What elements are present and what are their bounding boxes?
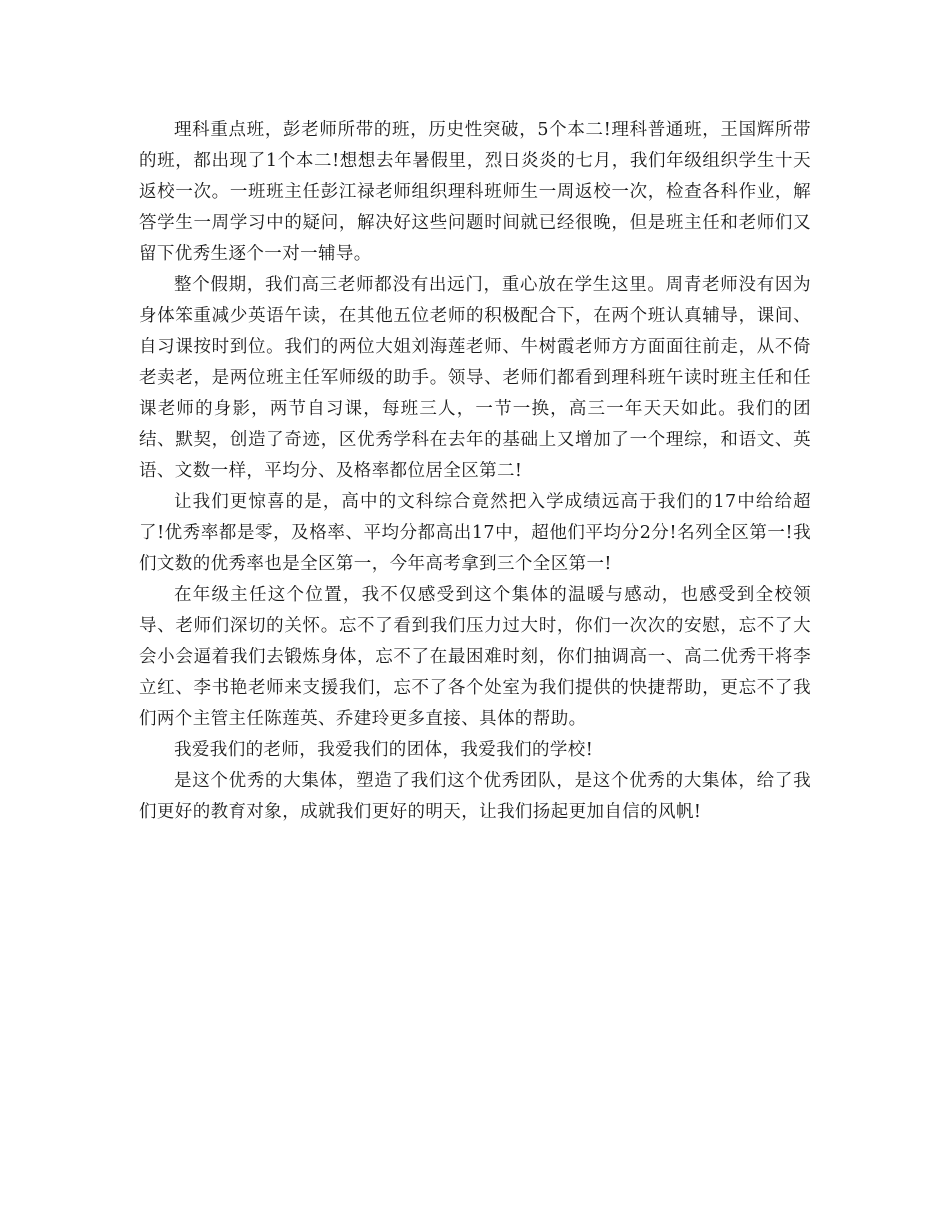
- paragraph-6: 是这个优秀的大集体，塑造了我们这个优秀团队，是这个优秀的大集体，给了我们更好的教育对象，成就我们更好的明天，让我们扬起更加自信的风帆!: [139, 771, 811, 822]
- paragraph-2: 整个假期，我们高三老师都没有出远门，重心放在学生这里。周青老师没有因为身体笨重减少英语午读，在其他五位老师的积极配合下，在两个班认真辅导，课间、自习课按时到位。我们的两位大姐刘海莲老师、牛树霞老师方方面面往前走，从不倚老卖老，是两位班主任军师级的助手。领导、老师们都看到理科班午读时班主任和任课老师的身影，两节自习课，每班三人，一节一换，高三一年天天如此。我们的团结、默契，创造了奇迹，区优秀学科在去年的基础上又增加了一个理综，和语文、英语、文数一样，平均分、及格率都位居全区第二!: [139, 275, 811, 481]
- paragraph-4: 在年级主任这个位置，我不仅感受到这个集体的温暖与感动，也感受到全校领导、老师们深切的关怀。忘不了看到我们压力过大时，你们一次次的安慰，忘不了大会小会逼着我们去锻炼身体，忘不了在最困难时刻，你们抽调高一、高二优秀干将李立红、李书艳老师来支援我们，忘不了各个处室为我们提供的快捷帮助，更忘不了我们两个主管主任陈莲英、乔建玲更多直接、具体的帮助。: [139, 585, 811, 729]
- paragraph-1: 理科重点班，彭老师所带的班，历史性突破，5个本二!理科普通班，王国辉所带的班，都出现了1个本二!想想去年暑假里，烈日炎炎的七月，我们年级组织学生十天返校一次。一班班主任彭江禄老师组织理科班师生一周返校一次，检查各科作业，解答学生一周学习中的疑问，解决好这些问题时间就已经很晚，但是班主任和老师们又留下优秀生逐个一对一辅导。: [139, 120, 811, 264]
- paragraph-5: 我爱我们的老师，我爱我们的团体，我爱我们的学校!: [174, 740, 594, 760]
- paragraph-3: 让我们更惊喜的是，高中的文科综合竟然把入学成绩远高于我们的17中给给超了!优秀率都是零，及格率、平均分都高出17中，超他们平均分2分!名列全区第一!我们文数的优秀率也是全区第一，今年高考拿到三个全区第一!: [139, 492, 811, 574]
- document-body: [139, 115, 811, 828]
